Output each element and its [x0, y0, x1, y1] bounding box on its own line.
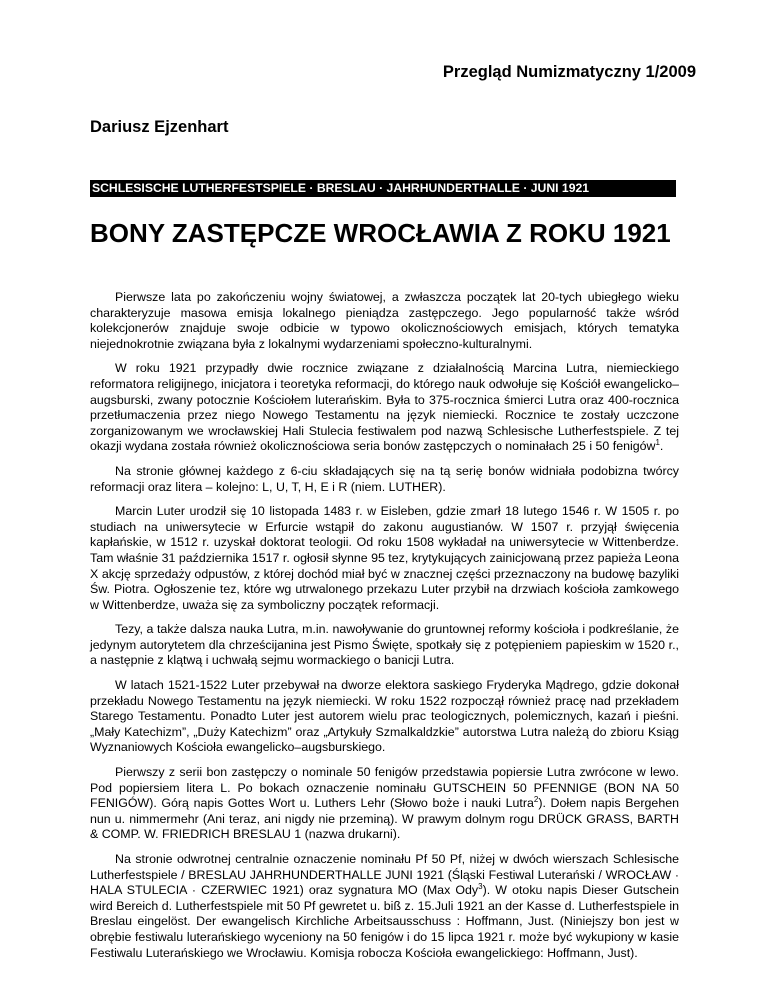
paragraph-7-end: ). Dołem napis Bergehen nun u. nimmermehr (Ani teraz, ani nigdy nie przeminą). W prawym dolnym rogu DRÜCK GRASS, BARTH & COMP. W. FRIEDRICH BRESLAU 1 (nazwa drukarni).	[90, 796, 680, 842]
paragraph-8-end: ). W otoku napis Dieser Gutschein wird Bereich d. Lutherfestspiele mit 50 Pf gewretet u. biß z. 15.Juli 1921 an der Kasse d. Lutherfestspiele in Breslau eingelöst. Der ewangelisch Kirchliche Arbeitsausschuss : Hoffmann, Just. (Niniejszy bon jest w obrębie festiwalu luterańskiego wyceniony na 50 fenigów i do 15 lipca 1921 r. może być wykupiony w kasie Festiwalu Luterańskiego we Wrocławiu. Komisja robocza Kościoła ewangelickiego: Hoffmann, Just).	[90, 883, 679, 960]
author-name: Dariusz Ejzenhart	[90, 118, 229, 136]
paragraph-2	[90, 361, 679, 455]
footnote-ref-1[interactable]: 1	[655, 438, 660, 448]
journal-header: Przegląd Numizmatyczny 1/2009	[442, 63, 696, 81]
paragraph-4: Marcin Luter urodził się 10 listopada 1483 r. w Eisleben, gdzie zmarł 18 lutego 1546 r. W 1505 r. po studiach na uniwersytecie w Erfurcie wstąpił do zakonu augustianów. W 1507 r. przyjął święcenia kapłańskie, w 1512 r. uzyskał doktorat teologii. Od roku 1508 wykładał na uniwersytecie w Wittenberdze. Tam właśnie 31 października 1517 r. ogłosił słynne 95 tez, krytykujących zainicjowaną przez papieża Leona X akcję sprzedaży odpustów, z której dochód miał być w znacznej części przeznaczony na budowę bazyliki Św. Piotra. Ogłoszenie tez, które wg utrwalonego przekazu Luter przybił na drzwiach kościoła zamkowego w Wittenberdze, uważa się za symboliczny początek reformacji.	[90, 504, 679, 612]
paragraph-7-text: Pierwszy z serii bon zastępczy o nominale 50 fenigów przedstawia popiersie Lutra zwrócone w lewo. Pod popiersiem litera L. Po bokach oznaczenie nominału GUTSCHEIN 50 PFENNIGE (BON NA 50 FENIGÓW). Górą napis Gottes Wort u. Luthers Lehr (Słowo boże i nauki Lutra	[90, 765, 679, 811]
festival-banner: SCHLESISCHE LUTHERFESTSPIELE · BRESLAU · JAHRHUNDERTHALLE · JUNI 1921	[90, 180, 676, 197]
paragraph-1: Pierwsze lata po zakończeniu wojny światowej, a zwłaszcza początek lat 20-tych ubiegłego wieku charakteryzuje masowa emisja lokalnego pieniądza zastępczego. Jego popularność także wśród kolekcjonerów znajduje swoje odbicie w typowo okolicznościowych emisjach, których tematyka niejednokrotnie związana była z lokalnymi wydarzeniami społeczno-kulturalnymi.	[90, 290, 679, 351]
paragraph-6: W latach 1521-1522 Luter przebywał na dworze elektora saskiego Fryderyka Mądrego, gdzie dokonał przekładu Nowego Testamentu na język niemiecki. W roku 1522 rozpoczął również pracę nad przekładem Starego Testamentu. Ponadto Luter jest autorem wielu prac teologicznych, polemicznych, kazań i pieśni. „Mały Katechizm”, „Duży Katechizm” oraz „Artykuły Szmalkaldzkie” autorstwa Lutra należą do zbioru Ksiąg Wyznaniowych Kościoła ewangelicko–augsburskiego.	[90, 678, 679, 755]
paragraph-3: Na stronie głównej każdego z 6-ciu składających się na tą serię bonów widniała podobizna twórcy reformacji oraz litera – kolejno: L, U, T, H, E i R (niem. LUTHER).	[90, 463, 679, 494]
paragraph-7	[90, 765, 679, 843]
paragraph-2-text: W roku 1921 przypadły dwie rocznice związane z działalnością Marcina Lutra, niemieckiego reformatora religijnego, inicjatora i teoretyka reformacji, do którego nauk odwołuje się Kościół ewangelicko–augsburski, zwany potocznie Kościołem luterańskim. Była to 375-rocznica śmierci Lutra oraz 400-rocznica przetłumaczenia przez niego Nowego Testamentu na język niemiecki. Rocznice te zostały uczczone zorganizowanym we wrocławskiej Hali Stulecia festiwalem pod nazwą Schlesische Lutherfestspiele. Z tej okazji wydana została również okolicznościowa seria bonów zastępczych o nominałach 25 i 50 fenigów	[90, 361, 679, 454]
article-title: BONY ZASTĘPCZE WROCŁAWIA Z ROKU 1921	[90, 218, 671, 248]
paragraph-8-text: Na stronie odwrotnej centralnie oznaczenie nominału Pf 50 Pf, niżej w dwóch wierszach Schlesische Lutherfestspiele / BRESLAU JAHRHUNDERTHALLE JUNI 1921 (Śląski Festiwal Luterański / WROCŁAW · HALA STULECIA · CZERWIEC 1921) oraz sygnatura MO (Max Ody	[90, 852, 679, 898]
paragraph-5: Tezy, a także dalsza nauka Lutra, m.in. nawoływanie do gruntownej reformy kościoła i podkreślanie, że jedynym autorytetem dla chrześcijanina jest Pismo Święte, spotkały się z potępieniem papieskim w 1520 r., a następnie z klątwą i uchwałą sejmu wormackiego o banicji Lutra.	[90, 622, 679, 668]
paragraph-2-end: .	[659, 439, 664, 454]
footnote-ref-2[interactable]: 2	[533, 795, 539, 805]
article-body	[90, 290, 679, 970]
footnote-ref-3[interactable]: 3	[478, 882, 483, 892]
paragraph-8	[90, 852, 679, 961]
